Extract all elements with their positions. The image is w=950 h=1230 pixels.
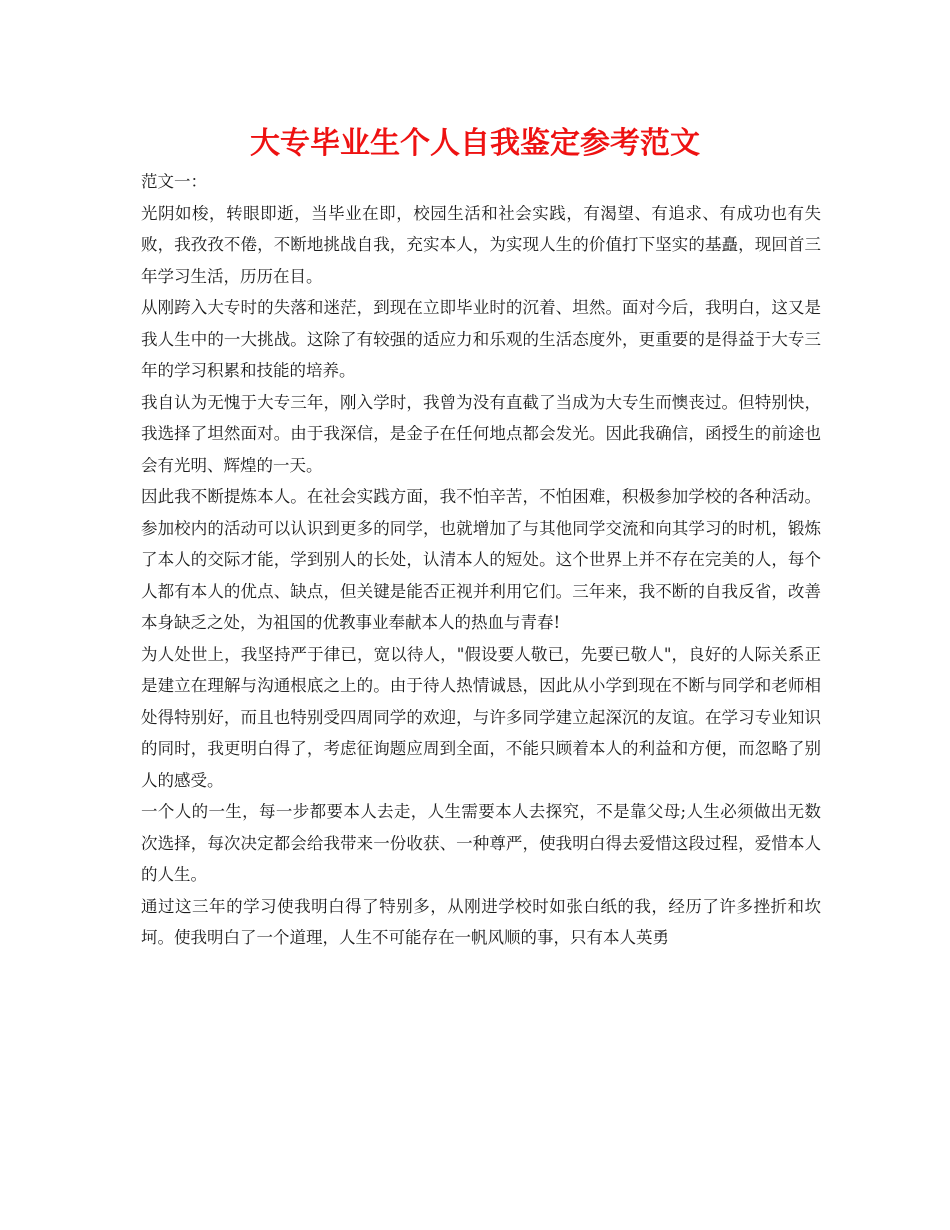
paragraph: 我自认为无愧于大专三年，刚入学时，我曾为没有直截了当成为大专生而懊丧过。但特别快，我选择了坦然面对。由于我深信，是金子在任何地点都会发光。因此我确信，函授生的前途也会有光明、辉煌的一天。 <box>141 392 821 475</box>
paragraph: 从刚跨入大专时的失落和迷茫，到现在立即毕业时的沉着、坦然。面对今后，我明白，这又是我人生中的一大挑战。这除了有较强的适应力和乐观的生活态度外，更重要的是得益于大专三年的学习积累和技能的培养。 <box>141 298 821 380</box>
paragraph: 光阴如梭，转眼即逝，当毕业在即，校园生活和社会实践，有渴望、有追求、有成功也有失败，我孜孜不倦，不断地挑战自我，充实本人，为实现人生的价值打下坚实的基矗，现回首三年学习生活，历历在目。 <box>141 203 821 286</box>
paragraph: 通过这三年的学习使我明白得了特别多，从刚进学校时如张白纸的我，经历了许多挫折和坎坷。使我明白了一个道理，人生不可能存在一帆风顺的事，只有本人英勇 <box>141 896 821 947</box>
document-title: 大专毕业生个人自我鉴定参考范文 <box>250 126 700 161</box>
paragraph: 一个人的一生，每一步都要本人去走，人生需要本人去探究，不是靠父母;人生必须做出无数次选择，每次决定都会给我带来一份收获、一种尊严，使我明白得去爱惜这段过程，爱惜本人的人生。 <box>141 802 821 884</box>
document-body <box>141 166 821 954</box>
paragraph: 因此我不断提炼本人。在社会实践方面，我不怕辛苦，不怕困难，积极参加学校的各种活动。参加校内的活动可以认识到更多的同学，也就增加了与其他同学交流和向其学习的时机，锻炼了本人的交际才能，学到别人的长处，认清本人的短处。这个世界上并不存在完美的人，每个人都有本人的优点、缺点，但关键是能否正视并利用它们。三年来，我不断的自我反省，改善本身缺乏之处，为祖国的优教事业奉献本人的热血与青春! <box>141 487 821 632</box>
paragraph: 范文一： <box>141 172 207 191</box>
paragraph: 为人处世上，我坚持严于律已，宽以待人，"假设要人敬已，先要已敬人"，良好的人际关系正是建立在理解与沟通根底之上的。由于待人热情诚恳，因此从小学到现在不断与同学和老师相处得特别好，而且也特别受四周同学的欢迎，与许多同学建立起深沉的友谊。在学习专业知识的同时，我更明白得了，考虑征询题应周到全面，不能只顾着本人的利益和方便，而忽略了别人的感受。 <box>141 644 821 790</box>
